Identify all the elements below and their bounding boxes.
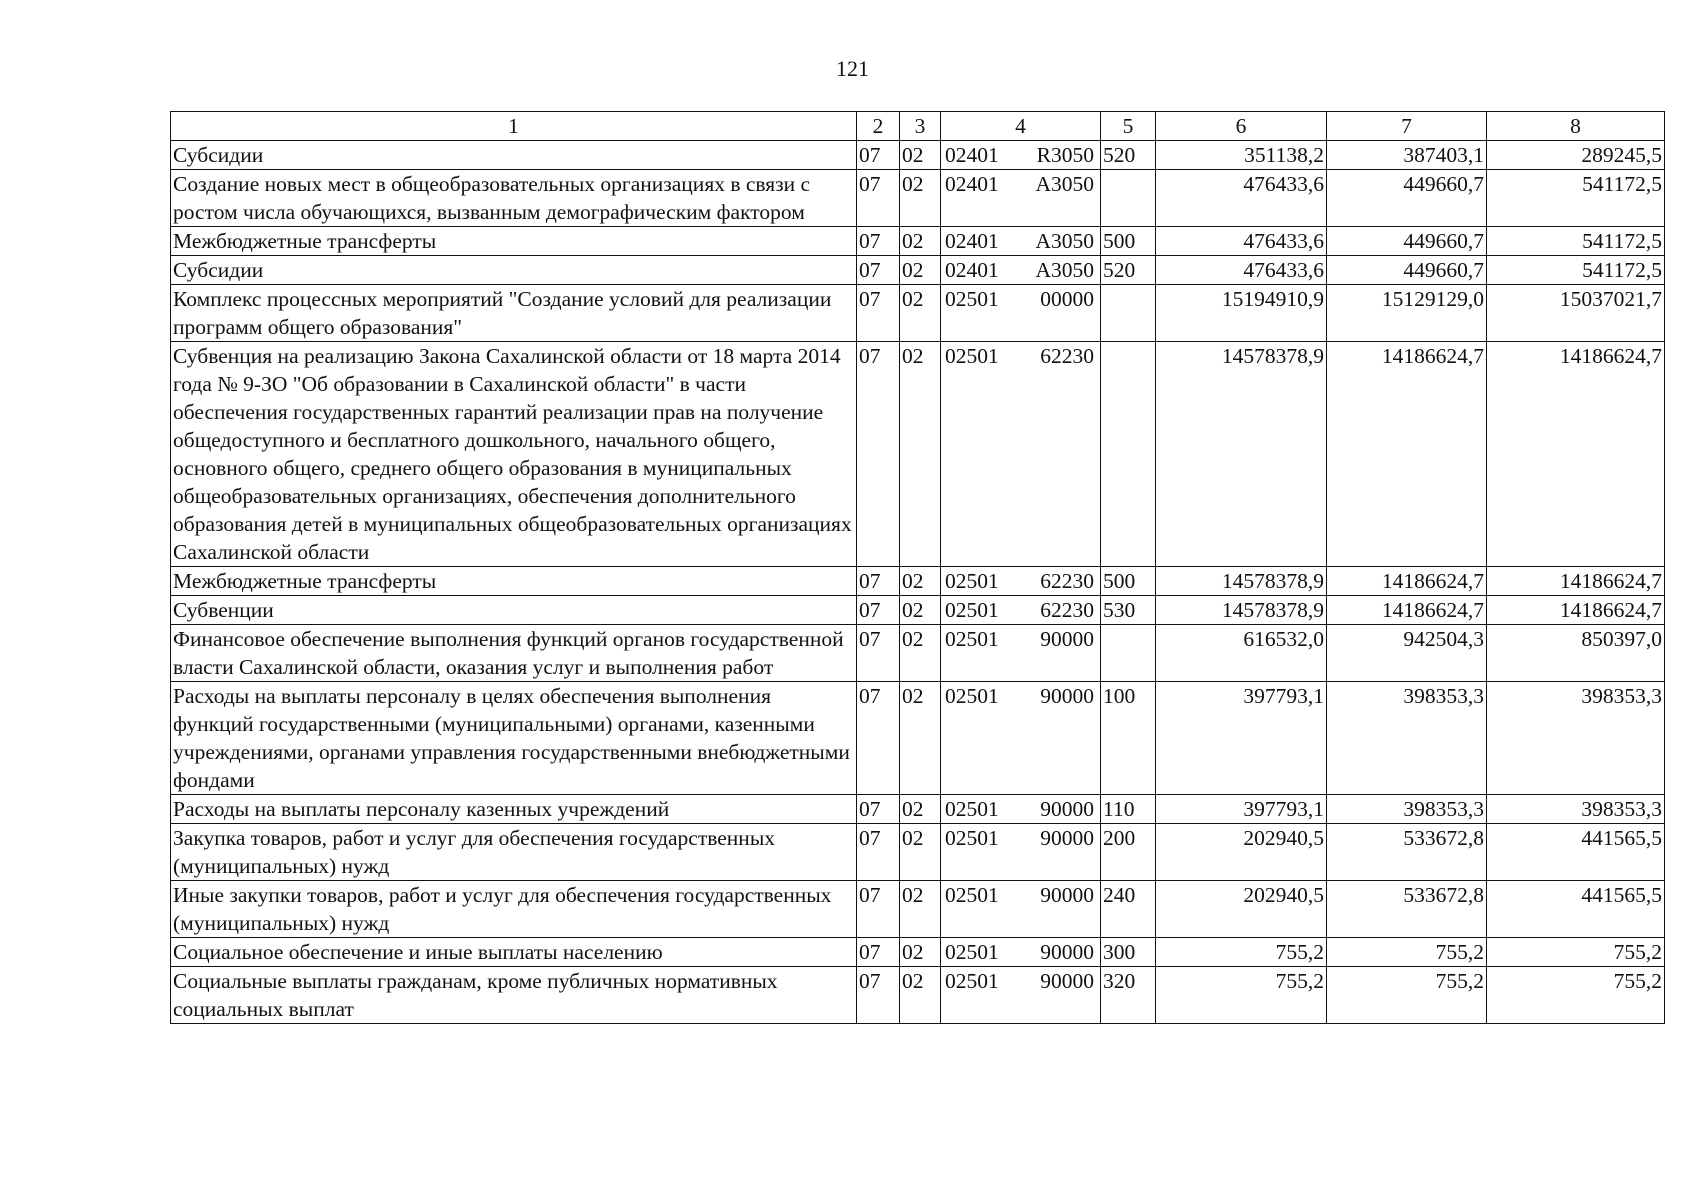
header-cell: 2 [857,112,900,141]
row-value-col7: 15129129,0 [1327,285,1487,342]
row-expense-type: 320 [1101,967,1156,1024]
row-value-col7: 14186624,7 [1327,567,1487,596]
table-row [171,141,1665,170]
row-name: Социальные выплаты гражданам, кроме публичных нормативных социальных выплат [171,967,857,1024]
row-section: 07 [857,596,900,625]
row-subsection: 02 [900,256,941,285]
row-value-col8: 289245,5 [1487,141,1665,170]
row-value-col6: 476433,6 [1156,170,1327,227]
row-section: 07 [857,227,900,256]
row-subsection: 02 [900,795,941,824]
target-code-direction: 00000 [1040,287,1094,311]
row-value-col6: 351138,2 [1156,141,1327,170]
row-expense-type [1101,285,1156,342]
row-expense-type: 110 [1101,795,1156,824]
row-name: Создание новых мест в общеобразовательных организациях в связи с ростом числа обучающихся, вызванным демографическим фактором [171,170,857,227]
page-number: 121 [836,56,869,81]
target-code-direction: 90000 [1040,883,1094,907]
row-value-col7: 942504,3 [1327,625,1487,682]
row-expense-type: 520 [1101,256,1156,285]
header-cell: 7 [1327,112,1487,141]
row-target-code [941,824,1101,881]
row-value-col6: 14578378,9 [1156,596,1327,625]
row-value-col7: 449660,7 [1327,170,1487,227]
row-value-col8: 541172,5 [1487,227,1665,256]
row-section: 07 [857,967,900,1024]
row-target-code [941,795,1101,824]
row-name: Комплекс процессных мероприятий "Создание условий для реализации программ общего образования" [171,285,857,342]
row-section: 07 [857,141,900,170]
row-value-col8: 441565,5 [1487,881,1665,938]
target-code-program: 02501 [945,627,999,651]
table-row [171,967,1665,1024]
target-code-program: 02401 [945,258,999,282]
row-expense-type: 500 [1101,227,1156,256]
row-subsection: 02 [900,227,941,256]
row-target-code [941,967,1101,1024]
row-value-col7: 755,2 [1327,938,1487,967]
row-name: Субвенция на реализацию Закона Сахалинской области от 18 марта 2014 года № 9-ЗО "Об образовании в Сахалинской области" в части обеспечения государственных гарантий реализации прав на получение общедоступного и бесплатного дошкольного, начального общего, основного общего, среднего общего образования в муниципальных общеобразовательных организациях, обеспечения дополнительного образования детей в муниципальных общеобразовательных организациях Сахалинской области [171,342,857,567]
target-code-direction: 90000 [1040,969,1094,993]
row-subsection: 02 [900,170,941,227]
target-code-direction: А3050 [1035,258,1094,282]
row-target-code [941,227,1101,256]
row-section: 07 [857,625,900,682]
row-value-col6: 202940,5 [1156,824,1327,881]
row-value-col8: 14186624,7 [1487,596,1665,625]
target-code-parts [943,682,1098,710]
row-value-col8: 14186624,7 [1487,567,1665,596]
row-section: 07 [857,285,900,342]
row-name: Социальное обеспечение и иные выплаты населению [171,938,857,967]
table-row [171,824,1665,881]
row-subsection: 02 [900,596,941,625]
target-code-program: 02401 [945,172,999,196]
table-row [171,285,1665,342]
row-subsection: 02 [900,342,941,567]
target-code-program: 02501 [945,598,999,622]
table-row [171,881,1665,938]
target-code-direction: А3050 [1035,229,1094,253]
target-code-direction: 62230 [1040,344,1094,368]
target-code-program: 02501 [945,940,999,964]
target-code-direction: 62230 [1040,569,1094,593]
target-code-direction: 90000 [1040,684,1094,708]
target-code-parts [943,795,1098,823]
row-name: Финансовое обеспечение выполнения функций органов государственной власти Сахалинской области, оказания услуг и выполнения работ [171,625,857,682]
row-target-code [941,567,1101,596]
row-section: 07 [857,795,900,824]
row-expense-type: 200 [1101,824,1156,881]
target-code-parts [943,881,1098,909]
target-code-program: 02401 [945,229,999,253]
target-code-direction: А3050 [1035,172,1094,196]
row-subsection: 02 [900,567,941,596]
target-code-program: 02501 [945,569,999,593]
target-code-direction: 90000 [1040,627,1094,651]
row-section: 07 [857,567,900,596]
row-value-col6: 476433,6 [1156,227,1327,256]
row-value-col7: 533672,8 [1327,824,1487,881]
header-cell: 3 [900,112,941,141]
target-code-program: 02501 [945,826,999,850]
target-code-direction: R3050 [1036,143,1094,167]
target-code-program: 02501 [945,287,999,311]
table-row [171,342,1665,567]
row-value-col8: 755,2 [1487,938,1665,967]
row-value-col7: 387403,1 [1327,141,1487,170]
row-name: Субсидии [171,141,857,170]
row-target-code [941,881,1101,938]
row-name: Иные закупки товаров, работ и услуг для обеспечения государственных (муниципальных) нужд [171,881,857,938]
row-value-col8: 398353,3 [1487,795,1665,824]
row-value-col6: 476433,6 [1156,256,1327,285]
row-section: 07 [857,682,900,795]
row-target-code [941,596,1101,625]
target-code-parts [943,625,1098,653]
row-value-col6: 755,2 [1156,938,1327,967]
row-expense-type: 100 [1101,682,1156,795]
row-value-col8: 850397,0 [1487,625,1665,682]
target-code-direction: 90000 [1040,797,1094,821]
target-code-parts [943,342,1098,370]
row-value-col7: 449660,7 [1327,227,1487,256]
row-name: Межбюджетные трансферты [171,227,857,256]
row-name: Закупка товаров, работ и услуг для обеспечения государственных (муниципальных) нужд [171,824,857,881]
row-name: Субсидии [171,256,857,285]
row-value-col7: 449660,7 [1327,256,1487,285]
row-value-col6: 616532,0 [1156,625,1327,682]
table-row [171,256,1665,285]
row-value-col6: 397793,1 [1156,682,1327,795]
row-name: Субвенции [171,596,857,625]
row-value-col8: 15037021,7 [1487,285,1665,342]
row-value-col7: 14186624,7 [1327,596,1487,625]
table-row [171,567,1665,596]
row-expense-type: 240 [1101,881,1156,938]
target-code-program: 02401 [945,143,999,167]
target-code-parts [943,938,1098,966]
row-value-col6: 397793,1 [1156,795,1327,824]
row-section: 07 [857,342,900,567]
target-code-direction: 90000 [1040,940,1094,964]
row-value-col6: 14578378,9 [1156,342,1327,567]
row-value-col8: 398353,3 [1487,682,1665,795]
row-target-code [941,342,1101,567]
table-row [171,625,1665,682]
row-expense-type [1101,170,1156,227]
row-value-col8: 541172,5 [1487,170,1665,227]
row-value-col7: 533672,8 [1327,881,1487,938]
row-subsection: 02 [900,824,941,881]
row-value-col8: 14186624,7 [1487,342,1665,567]
row-section: 07 [857,938,900,967]
target-code-parts [943,824,1098,852]
row-expense-type: 500 [1101,567,1156,596]
row-expense-type: 520 [1101,141,1156,170]
target-code-parts [943,256,1098,284]
row-subsection: 02 [900,967,941,1024]
row-value-col7: 398353,3 [1327,682,1487,795]
header-cell: 4 [941,112,1101,141]
row-target-code [941,682,1101,795]
row-name: Расходы на выплаты персоналу казенных учреждений [171,795,857,824]
row-value-col8: 755,2 [1487,967,1665,1024]
target-code-program: 02501 [945,883,999,907]
row-section: 07 [857,881,900,938]
row-value-col7: 755,2 [1327,967,1487,1024]
table-row [171,227,1665,256]
row-expense-type [1101,342,1156,567]
row-subsection: 02 [900,285,941,342]
row-expense-type: 530 [1101,596,1156,625]
row-subsection: 02 [900,682,941,795]
target-code-direction: 90000 [1040,826,1094,850]
target-code-parts [943,967,1098,995]
row-value-col6: 202940,5 [1156,881,1327,938]
target-code-parts [943,227,1098,255]
target-code-parts [943,596,1098,624]
row-target-code [941,256,1101,285]
row-subsection: 02 [900,881,941,938]
table-row [171,795,1665,824]
header-cell: 8 [1487,112,1665,141]
row-subsection: 02 [900,141,941,170]
row-value-col7: 14186624,7 [1327,342,1487,567]
row-target-code [941,625,1101,682]
row-subsection: 02 [900,625,941,682]
row-section: 07 [857,824,900,881]
row-target-code [941,938,1101,967]
target-code-direction: 62230 [1040,598,1094,622]
row-name: Расходы на выплаты персоналу в целях обеспечения выполнения функций государственными (муниципальными) органами, казенными учреждениями, органами управления государственными внебюджетными фондами [171,682,857,795]
target-code-program: 02501 [945,684,999,708]
target-code-program: 02501 [945,797,999,821]
table-row [171,170,1665,227]
table-row [171,682,1665,795]
row-target-code [941,285,1101,342]
header-row [171,112,1665,141]
target-code-parts [943,567,1098,595]
target-code-program: 02501 [945,969,999,993]
target-code-parts [943,285,1098,313]
row-target-code [941,141,1101,170]
header-cell: 5 [1101,112,1156,141]
table-row [171,938,1665,967]
row-name: Межбюджетные трансферты [171,567,857,596]
target-code-parts [943,170,1098,198]
target-code-parts [943,141,1098,169]
row-section: 07 [857,256,900,285]
row-value-col6: 15194910,9 [1156,285,1327,342]
header-cell: 6 [1156,112,1327,141]
row-value-col8: 541172,5 [1487,256,1665,285]
row-value-col6: 755,2 [1156,967,1327,1024]
row-expense-type [1101,625,1156,682]
row-value-col8: 441565,5 [1487,824,1665,881]
table-row [171,596,1665,625]
target-code-program: 02501 [945,344,999,368]
row-expense-type: 300 [1101,938,1156,967]
budget-table [170,111,1665,1024]
row-subsection: 02 [900,938,941,967]
header-cell: 1 [171,112,857,141]
row-section: 07 [857,170,900,227]
row-target-code [941,170,1101,227]
row-value-col6: 14578378,9 [1156,567,1327,596]
row-value-col7: 398353,3 [1327,795,1487,824]
